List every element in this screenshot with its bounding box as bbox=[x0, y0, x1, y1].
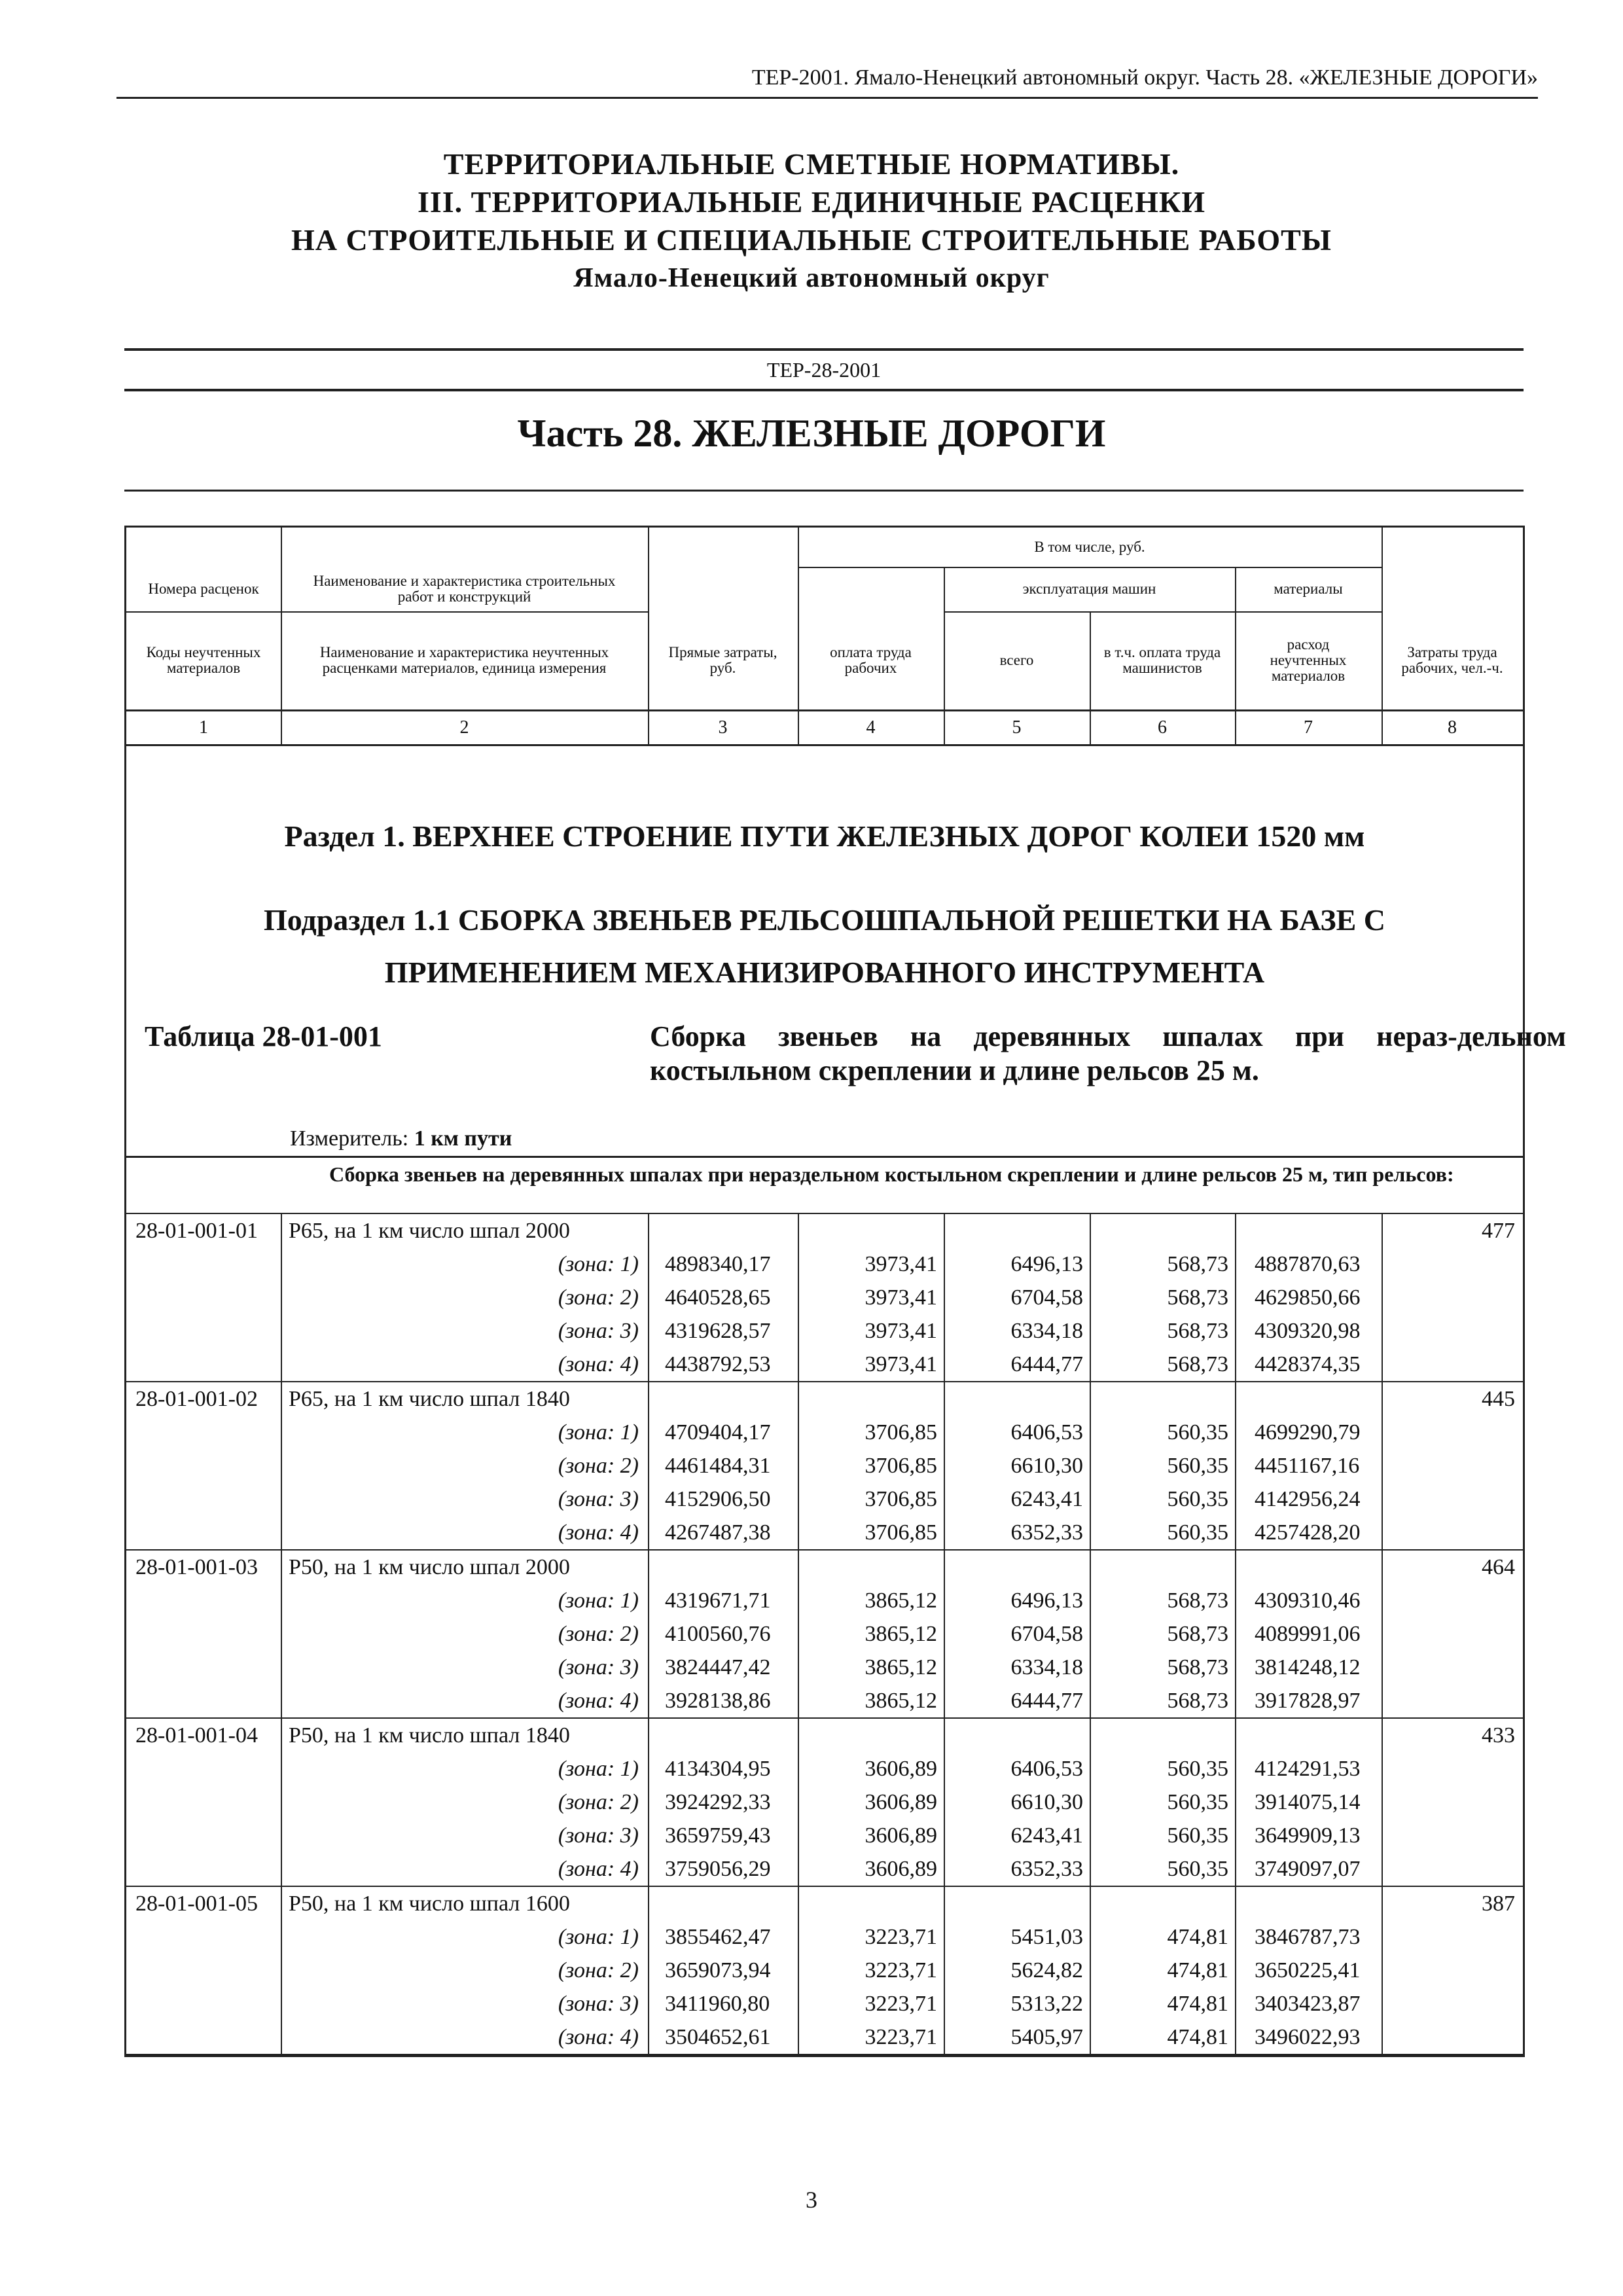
value-cell: 3928138,86 bbox=[665, 1689, 771, 1713]
column-number: 8 bbox=[1448, 717, 1457, 738]
col6-header: в т.ч. оплата труда машинистов bbox=[1103, 644, 1221, 676]
measure-value: 1 км пути bbox=[414, 1126, 512, 1151]
zone-label: (зона: 1) bbox=[558, 1420, 639, 1444]
zone-row bbox=[126, 1482, 1523, 1516]
zone-row bbox=[126, 1281, 1523, 1314]
zone-label: (зона: 4) bbox=[558, 1352, 639, 1376]
zone-label: (зона: 2) bbox=[558, 1454, 639, 1478]
value-cell: 3606,89 bbox=[865, 1757, 937, 1781]
materials-header: материалы bbox=[1274, 581, 1343, 597]
value-cell: 4089991,06 bbox=[1255, 1622, 1361, 1646]
zone-label: (зона: 1) bbox=[558, 1252, 639, 1276]
rate-name: Р50, на 1 км число шпал 1840 bbox=[289, 1723, 570, 1748]
zone-label: (зона: 1) bbox=[558, 1925, 639, 1949]
value-cell: 568,73 bbox=[1167, 1588, 1228, 1613]
zone-label: (зона: 3) bbox=[558, 1823, 639, 1848]
value-cell: 3824447,42 bbox=[665, 1655, 771, 1679]
value-cell: 568,73 bbox=[1167, 1252, 1228, 1276]
value-cell: 5405,97 bbox=[1010, 2025, 1083, 2049]
incl-header: В том числе, руб. bbox=[1034, 539, 1145, 555]
zone-row bbox=[126, 1651, 1523, 1684]
column-numbers-row bbox=[126, 711, 1523, 746]
zone-row bbox=[126, 1416, 1523, 1449]
value-cell: 3973,41 bbox=[865, 1285, 937, 1310]
table-row bbox=[126, 1382, 1523, 1416]
group-description-row bbox=[126, 1158, 1523, 1214]
value-cell: 4428374,35 bbox=[1255, 1352, 1361, 1376]
value-cell: 4152906,50 bbox=[665, 1487, 771, 1511]
value-cell: 5313,22 bbox=[1010, 1992, 1083, 2016]
value-cell: 568,73 bbox=[1167, 1319, 1228, 1343]
machines-header: эксплуатация машин bbox=[1022, 581, 1156, 597]
divider bbox=[124, 490, 1524, 492]
region-name: Ямало-Ненецкий автономный округ bbox=[573, 263, 1050, 293]
labor-cost: 433 bbox=[1482, 1723, 1515, 1748]
value-cell: 3659759,43 bbox=[665, 1823, 771, 1848]
title-line-2: III. ТЕРРИТОРИАЛЬНЫЕ ЕДИНИЧНЫЕ РАСЦЕНКИ bbox=[417, 185, 1206, 219]
value-cell: 3496022,93 bbox=[1255, 2025, 1361, 2049]
rate-name: Р50, на 1 км число шпал 2000 bbox=[289, 1555, 570, 1579]
value-cell: 3759056,29 bbox=[665, 1857, 771, 1881]
zone-row bbox=[126, 2020, 1523, 2054]
value-cell: 568,73 bbox=[1167, 1622, 1228, 1646]
table-row bbox=[126, 1551, 1523, 1584]
value-cell: 6704,58 bbox=[1010, 1285, 1083, 1310]
zone-row bbox=[126, 1954, 1523, 1987]
document-title bbox=[0, 145, 1623, 297]
value-cell: 6704,58 bbox=[1010, 1622, 1083, 1646]
measure-label: Измеритель: bbox=[290, 1126, 409, 1151]
title-line-3: НА СТРОИТЕЛЬНЫЕ И СПЕЦИАЛЬНЫЕ СТРОИТЕЛЬНЫЕ РАБОТЫ bbox=[291, 223, 1332, 257]
value-cell: 6243,41 bbox=[1010, 1823, 1083, 1848]
value-cell: 560,35 bbox=[1167, 1487, 1228, 1511]
col2-bottom-header: Наименование и характеристика неучтенных расценками материалов, единица измерения bbox=[319, 644, 609, 676]
zone-label: (зона: 4) bbox=[558, 1857, 639, 1881]
value-cell: 560,35 bbox=[1167, 1857, 1228, 1881]
rate-name: Р65, на 1 км число шпал 1840 bbox=[289, 1387, 570, 1411]
column-number: 6 bbox=[1158, 717, 1167, 738]
zone-row bbox=[126, 1584, 1523, 1617]
rate-name: Р50, на 1 км число шпал 1600 bbox=[289, 1892, 570, 1916]
subsection-line-1: Подраздел 1.1 СБОРКА ЗВЕНЬЕВ РЕЛЬСОШПАЛЬНОЙ РЕШЕТКИ НА БАЗЕ С bbox=[263, 903, 1386, 937]
value-cell: 4319628,57 bbox=[665, 1319, 771, 1343]
value-cell: 3223,71 bbox=[865, 2025, 937, 2049]
table-header bbox=[126, 528, 1523, 711]
value-cell: 568,73 bbox=[1167, 1655, 1228, 1679]
value-cell: 6444,77 bbox=[1010, 1352, 1083, 1376]
zone-row bbox=[126, 1516, 1523, 1549]
value-cell: 4267487,38 bbox=[665, 1520, 771, 1545]
value-cell: 4309310,46 bbox=[1255, 1588, 1361, 1613]
zone-row bbox=[126, 1785, 1523, 1819]
rate-code: 28-01-001-05 bbox=[135, 1892, 258, 1916]
zone-label: (зона: 2) bbox=[558, 1622, 639, 1646]
col1-bottom-header: Коды неучтенных материалов bbox=[146, 644, 261, 676]
value-cell: 560,35 bbox=[1167, 1757, 1228, 1781]
col2-top-header: Наименование и характеристика строительных работ и конструкций bbox=[313, 573, 616, 605]
zone-label: (зона: 4) bbox=[558, 1689, 639, 1713]
table-number: Таблица 28-01-001 bbox=[145, 1020, 382, 1052]
value-cell: 6406,53 bbox=[1010, 1420, 1083, 1444]
zone-row bbox=[126, 1314, 1523, 1348]
column-number: 1 bbox=[199, 717, 208, 738]
column-number: 7 bbox=[1304, 717, 1313, 738]
rate-code: 28-01-001-04 bbox=[135, 1723, 258, 1748]
labor-cost: 477 bbox=[1482, 1219, 1515, 1243]
value-cell: 5624,82 bbox=[1010, 1958, 1083, 1982]
value-cell: 6610,30 bbox=[1010, 1454, 1083, 1478]
zone-label: (зона: 1) bbox=[558, 1757, 639, 1781]
rate-group bbox=[126, 1382, 1523, 1551]
labor-cost: 464 bbox=[1482, 1555, 1515, 1579]
subsection-title bbox=[126, 894, 1523, 999]
zone-label: (зона: 3) bbox=[558, 1655, 639, 1679]
zone-row bbox=[126, 1852, 1523, 1886]
value-cell: 3917828,97 bbox=[1255, 1689, 1361, 1713]
value-cell: 3649909,13 bbox=[1255, 1823, 1361, 1848]
value-cell: 3924292,33 bbox=[665, 1790, 771, 1814]
value-cell: 3223,71 bbox=[865, 1992, 937, 2016]
value-cell: 560,35 bbox=[1167, 1420, 1228, 1444]
value-cell: 4887870,63 bbox=[1255, 1252, 1361, 1276]
group-description: Сборка звеньев на деревянных шпалах при нераздельном костыльном скреплении и длине рельсов 25 м, тип рельсов: bbox=[329, 1162, 1454, 1186]
col7-header: расход неучтенных материалов bbox=[1270, 636, 1347, 684]
value-cell: 6334,18 bbox=[1010, 1655, 1083, 1679]
rates-table bbox=[124, 526, 1566, 2057]
value-cell: 4629850,66 bbox=[1255, 1285, 1361, 1310]
zone-row bbox=[126, 1819, 1523, 1852]
value-cell: 4257428,20 bbox=[1255, 1520, 1361, 1545]
labor-cost: 387 bbox=[1482, 1892, 1515, 1916]
value-cell: 3973,41 bbox=[865, 1252, 937, 1276]
value-cell: 3606,89 bbox=[865, 1823, 937, 1848]
value-cell: 560,35 bbox=[1167, 1790, 1228, 1814]
rate-group bbox=[126, 1719, 1523, 1887]
value-cell: 4640528,65 bbox=[665, 1285, 771, 1310]
value-cell: 474,81 bbox=[1167, 2025, 1228, 2049]
value-cell: 560,35 bbox=[1167, 1454, 1228, 1478]
table-row bbox=[126, 1719, 1523, 1752]
zone-label: (зона: 3) bbox=[558, 1992, 639, 2016]
value-cell: 568,73 bbox=[1167, 1352, 1228, 1376]
value-cell: 3403423,87 bbox=[1255, 1992, 1361, 2016]
zone-label: (зона: 2) bbox=[558, 1790, 639, 1814]
value-cell: 4699290,79 bbox=[1255, 1420, 1361, 1444]
value-cell: 4438792,53 bbox=[665, 1352, 771, 1376]
value-cell: 6610,30 bbox=[1010, 1790, 1083, 1814]
zone-label: (зона: 1) bbox=[558, 1588, 639, 1613]
value-cell: 6406,53 bbox=[1010, 1757, 1083, 1781]
value-cell: 6243,41 bbox=[1010, 1487, 1083, 1511]
value-cell: 5451,03 bbox=[1010, 1925, 1083, 1949]
value-cell: 3855462,47 bbox=[665, 1925, 771, 1949]
zone-row bbox=[126, 1987, 1523, 2020]
col3-header: Прямые затраты, руб. bbox=[668, 644, 777, 676]
measure-unit bbox=[126, 1123, 1523, 1158]
rate-code: 28-01-001-02 bbox=[135, 1387, 258, 1411]
column-number: 5 bbox=[1012, 717, 1022, 738]
value-cell: 4124291,53 bbox=[1255, 1757, 1361, 1781]
value-cell: 568,73 bbox=[1167, 1285, 1228, 1310]
value-cell: 3973,41 bbox=[865, 1352, 937, 1376]
value-cell: 3606,89 bbox=[865, 1857, 937, 1881]
value-cell: 3865,12 bbox=[865, 1588, 937, 1613]
value-cell: 560,35 bbox=[1167, 1823, 1228, 1848]
value-cell: 4319671,71 bbox=[665, 1588, 771, 1613]
value-cell: 3659073,94 bbox=[665, 1958, 771, 1982]
part-title: Часть 28. ЖЕЛЕЗНЫЕ ДОРОГИ bbox=[517, 412, 1106, 455]
value-cell: 6444,77 bbox=[1010, 1689, 1083, 1713]
value-cell: 3865,12 bbox=[865, 1655, 937, 1679]
value-cell: 474,81 bbox=[1167, 1992, 1228, 2016]
value-cell: 3749097,07 bbox=[1255, 1857, 1361, 1881]
zone-label: (зона: 4) bbox=[558, 1520, 639, 1545]
value-cell: 4142956,24 bbox=[1255, 1487, 1361, 1511]
table-caption bbox=[126, 1012, 1566, 1123]
value-cell: 3606,89 bbox=[865, 1790, 937, 1814]
value-cell: 3706,85 bbox=[865, 1487, 937, 1511]
subsection-line-2: ПРИМЕНЕНИЕМ МЕХАНИЗИРОВАННОГО ИНСТРУМЕНТА bbox=[384, 956, 1265, 989]
value-cell: 3504652,61 bbox=[665, 2025, 771, 2049]
value-cell: 474,81 bbox=[1167, 1925, 1228, 1949]
value-cell: 3706,85 bbox=[865, 1454, 937, 1478]
zone-row bbox=[126, 1920, 1523, 1954]
col8-header: Затраты труда рабочих, чел.-ч. bbox=[1401, 644, 1503, 676]
value-cell: 6352,33 bbox=[1010, 1520, 1083, 1545]
value-cell: 3814248,12 bbox=[1255, 1655, 1361, 1679]
section-title: Раздел 1. ВЕРХНЕЕ СТРОЕНИЕ ПУТИ ЖЕЛЕЗНЫХ ДОРОГ КОЛЕИ 1520 мм bbox=[284, 819, 1365, 853]
zone-label: (зона: 3) bbox=[558, 1487, 639, 1511]
table-description: Сборка звеньев на деревянных шпалах при нераз-дельном костыльном скреплении и длине рельсов 25 м. bbox=[650, 1020, 1566, 1086]
value-cell: 3223,71 bbox=[865, 1925, 937, 1949]
value-cell: 3706,85 bbox=[865, 1520, 937, 1545]
value-cell: 568,73 bbox=[1167, 1689, 1228, 1713]
table-body bbox=[126, 1158, 1523, 2055]
value-cell: 3650225,41 bbox=[1255, 1958, 1361, 1982]
zone-row bbox=[126, 1684, 1523, 1717]
zone-label: (зона: 2) bbox=[558, 1285, 639, 1310]
table-row bbox=[126, 1214, 1523, 1247]
zone-row bbox=[126, 1348, 1523, 1381]
value-cell: 4451167,16 bbox=[1255, 1454, 1360, 1478]
table-row bbox=[126, 1887, 1523, 1920]
value-cell: 3411960,80 bbox=[665, 1992, 770, 2016]
labor-cost: 445 bbox=[1482, 1387, 1515, 1411]
value-cell: 474,81 bbox=[1167, 1958, 1228, 1982]
value-cell: 3865,12 bbox=[865, 1622, 937, 1646]
value-cell: 4134304,95 bbox=[665, 1757, 771, 1781]
value-cell: 6334,18 bbox=[1010, 1319, 1083, 1343]
document-code: ТЕР-28-2001 bbox=[124, 348, 1524, 391]
value-cell: 6352,33 bbox=[1010, 1857, 1083, 1881]
value-cell: 3914075,14 bbox=[1255, 1790, 1361, 1814]
value-cell: 3223,71 bbox=[865, 1958, 937, 1982]
running-header: ТЕР-2001. Ямало-Ненецкий автономный округ. Часть 28. «ЖЕЛЕЗНЫЕ ДОРОГИ» bbox=[116, 65, 1538, 99]
title-line-1: ТЕРРИТОРИАЛЬНЫЕ СМЕТНЫЕ НОРМАТИВЫ. bbox=[443, 147, 1180, 181]
rate-code: 28-01-001-03 bbox=[135, 1555, 258, 1579]
value-cell: 6496,13 bbox=[1010, 1588, 1083, 1613]
rate-name: Р65, на 1 км число шпал 2000 bbox=[289, 1219, 570, 1243]
zone-label: (зона: 4) bbox=[558, 2025, 639, 2049]
value-cell: 560,35 bbox=[1167, 1520, 1228, 1545]
col4-header: оплата труда рабочих bbox=[830, 644, 912, 676]
column-number: 3 bbox=[718, 717, 728, 738]
col1-top-header: Номера расценок bbox=[148, 581, 259, 597]
rate-code: 28-01-001-01 bbox=[135, 1219, 258, 1243]
col5-header: всего bbox=[999, 652, 1034, 668]
rate-group bbox=[126, 1214, 1523, 1382]
zone-label: (зона: 3) bbox=[558, 1319, 639, 1343]
value-cell: 4461484,31 bbox=[665, 1454, 771, 1478]
column-number: 2 bbox=[459, 717, 469, 738]
zone-row bbox=[126, 1617, 1523, 1651]
value-cell: 4898340,17 bbox=[665, 1252, 771, 1276]
column-number: 4 bbox=[866, 717, 876, 738]
page-number: 3 bbox=[806, 2187, 817, 2213]
value-cell: 3973,41 bbox=[865, 1319, 937, 1343]
value-cell: 4309320,98 bbox=[1255, 1319, 1361, 1343]
value-cell: 3865,12 bbox=[865, 1689, 937, 1713]
zone-row bbox=[126, 1752, 1523, 1785]
value-cell: 4709404,17 bbox=[665, 1420, 771, 1444]
zone-row bbox=[126, 1247, 1523, 1281]
value-cell: 3846787,73 bbox=[1255, 1925, 1361, 1949]
rate-group bbox=[126, 1551, 1523, 1719]
rate-group bbox=[126, 1887, 1523, 2055]
zone-row bbox=[126, 1449, 1523, 1482]
value-cell: 3706,85 bbox=[865, 1420, 937, 1444]
value-cell: 4100560,76 bbox=[665, 1622, 771, 1646]
value-cell: 6496,13 bbox=[1010, 1252, 1083, 1276]
zone-label: (зона: 2) bbox=[558, 1958, 639, 1982]
